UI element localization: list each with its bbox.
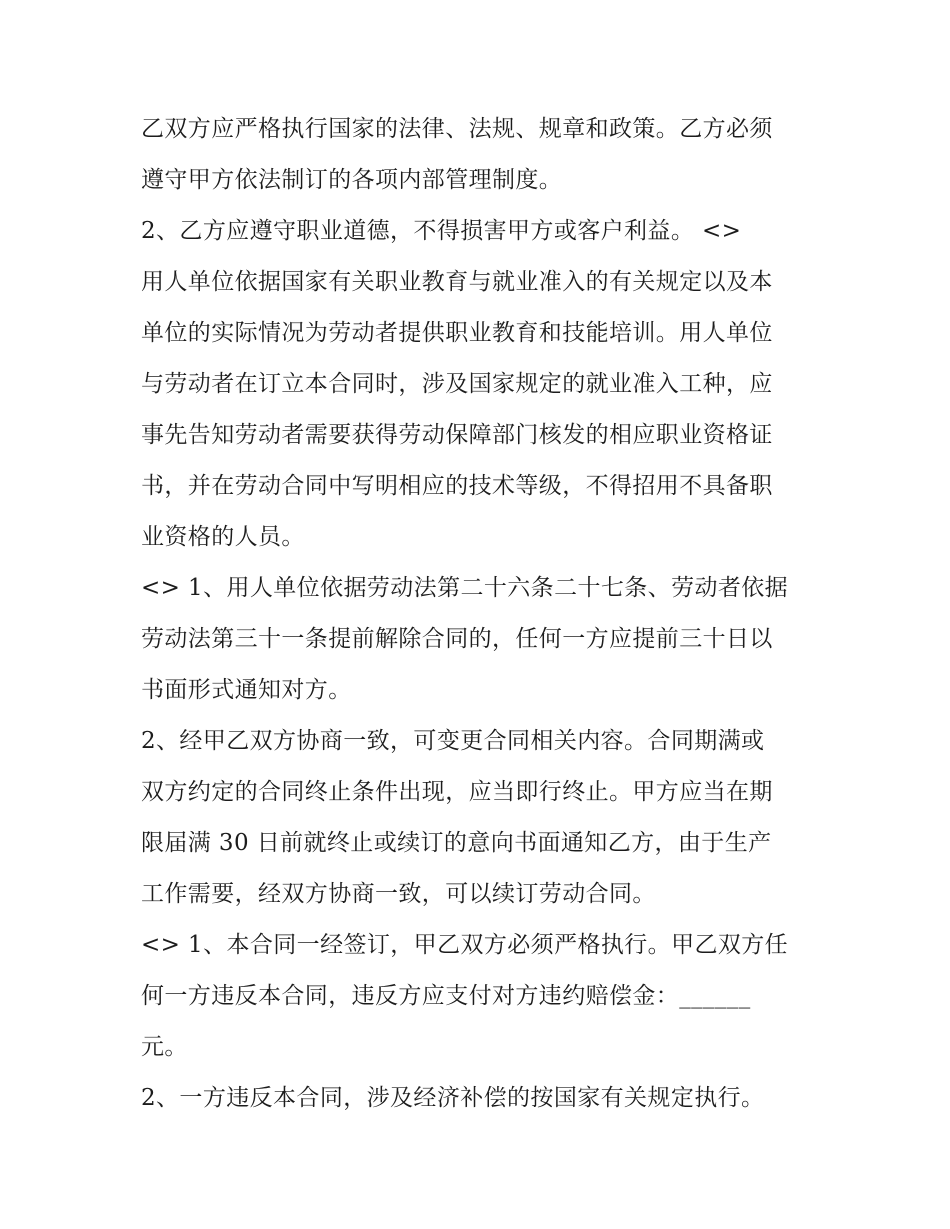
text-line: 乙双方应严格执行国家的法律、法规、规章和政策。乙方必须 — [141, 116, 773, 142]
text-line: 用人单位依据国家有关职业教育与就业准入的有关规定以及本 — [141, 269, 773, 295]
text-line: 业资格的人员。 — [141, 524, 305, 550]
text-line: 劳动法第三十一条提前解除合同的，任何一方应提前三十日以 — [141, 626, 773, 652]
text-line: 双方约定的合同终止条件出现，应当即行终止。甲方应当在期 — [141, 779, 773, 805]
text-line: 单位的实际情况为劳动者提供职业教育和技能培训。用人单位 — [141, 320, 773, 346]
text-line: 工作需要，经双方协商一致，可以续订劳动合同。 — [141, 881, 656, 907]
text-line: 2、经甲乙双方协商一致，可变更合同相关内容。合同期满或 — [141, 728, 765, 754]
text-line: 遵守甲方依法制订的各项内部管理制度。 — [141, 167, 563, 193]
text-line: 书，并在劳动合同中写明相应的技术等级，不得招用不具备职 — [141, 473, 773, 499]
text-line: 2、一方违反本合同，涉及经济补偿的按国家有关规定执行。 — [141, 1085, 765, 1111]
text-line: 何一方违反本合同，违反方应支付对方违约赔偿金：______ — [141, 983, 751, 1009]
text-line: 2、乙方应遵守职业道德，不得损害甲方或客户利益。 <> — [141, 218, 742, 244]
text-line: 元。 — [141, 1034, 188, 1060]
text-line: 事先告知劳动者需要获得劳动保障部门核发的相应职业资格证 — [141, 422, 773, 448]
text-line: 书面形式通知对方。 — [141, 677, 352, 703]
text-line: <> 1、用人单位依据劳动法第二十六条二十七条、劳动者依据 — [141, 575, 789, 601]
text-line: 与劳动者在订立本合同时，涉及国家规定的就业准入工种，应 — [141, 371, 773, 397]
contract-body-text — [141, 104, 821, 1124]
text-line: <> 1、本合同一经签订，甲乙双方必须严格执行。甲乙双方任 — [141, 932, 789, 958]
text-line: 限届满 30 日前就终止或续订的意向书面通知乙方，由于生产 — [141, 830, 772, 856]
